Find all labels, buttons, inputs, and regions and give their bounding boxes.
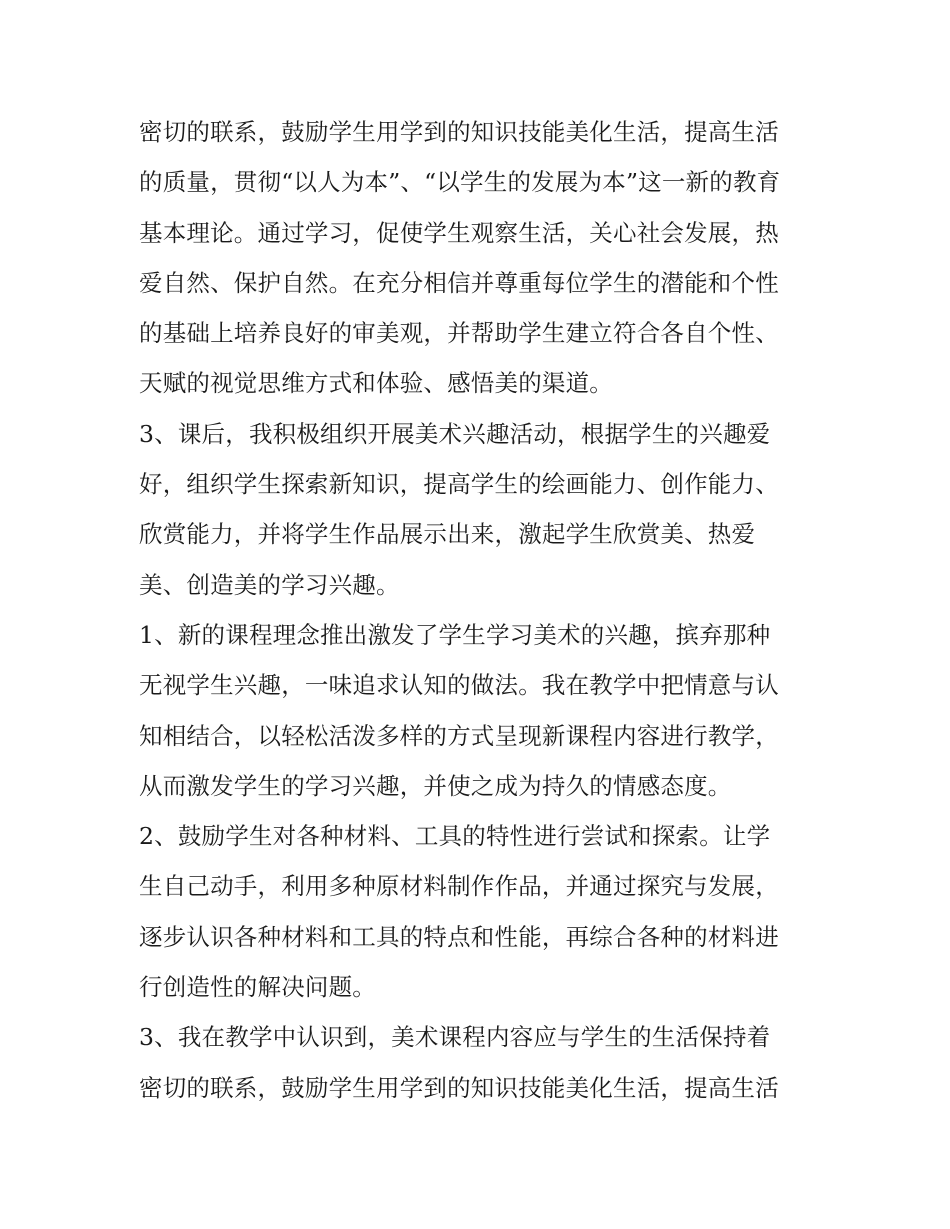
text-line: 密切的联系，鼓励学生用学到的知识技能美化生活，提高生活 <box>139 118 779 146</box>
text-line: 3、我在教学中认识到，美术课程内容应与学生的生活保持着 <box>139 1023 771 1052</box>
text-line: 知相结合，以轻松活泼多样的方式呈现新课程内容进行教学， <box>139 721 779 750</box>
text-line: 3、课后，我积极组织开展美术兴趣活动，根据学生的兴趣爱 <box>139 419 771 448</box>
text-line: 爱自然、保护自然。在充分相信并尊重每位学生的潜能和个性 <box>139 268 779 297</box>
text-line: 逐步认识各种材料和工具的特点和性能，再综合各种的材料进 <box>139 922 779 951</box>
text-line: 行创造性的解决问题。 <box>139 973 376 1002</box>
text-line: 无视学生兴趣，一味追求认知的做法。我在教学中把情意与认 <box>139 671 779 700</box>
text-line: 生自己动手，利用多种原材料制作作品，并通过探究与发展， <box>139 872 779 901</box>
text-line: 好，组织学生探索新知识，提高学生的绘画能力、创作能力、 <box>139 470 779 499</box>
text-line: 美、创造美的学习兴趣。 <box>139 570 400 599</box>
text-line: 的质量，贯彻“以人为本”、“以学生的发展为本”这一新的教育 <box>139 168 781 197</box>
body-text <box>139 107 829 1113</box>
text-line: 从而激发学生的学习兴趣，并使之成为持久的情感态度。 <box>139 771 732 800</box>
text-line: 2、鼓励学生对各种材料、工具的特性进行尝试和探索。让学 <box>139 822 771 851</box>
text-line: 的基础上培养良好的审美观，并帮助学生建立符合各自个性、 <box>139 319 779 348</box>
text-line: 1、新的课程理念推出激发了学生学习美术的兴趣，摈弃那种 <box>139 620 771 649</box>
text-line: 基本理论。通过学习，促使学生观察生活，关心社会发展，热 <box>139 218 779 247</box>
text-line: 密切的联系，鼓励学生用学到的知识技能美化生活，提高生活 <box>139 1073 779 1102</box>
text-line: 天赋的视觉思维方式和体验、感悟美的渠道。 <box>139 369 613 398</box>
text-line: 欣赏能力，并将学生作品展示出来，激起学生欣赏美、热爱 <box>139 520 756 549</box>
